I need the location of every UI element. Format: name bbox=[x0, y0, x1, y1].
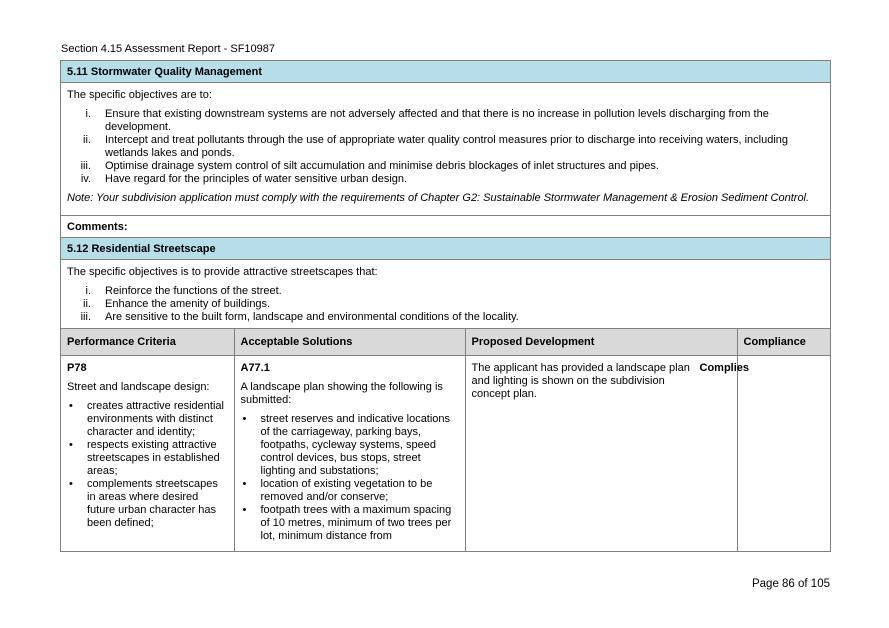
criteria-table bbox=[61, 329, 830, 552]
table-row bbox=[61, 356, 830, 552]
page-number: Page 86 of 105 bbox=[751, 578, 830, 590]
column-header: Performance Criteria bbox=[61, 329, 234, 356]
page-header: Section 4.15 Assessment Report - SF10987 bbox=[61, 43, 276, 55]
list-item: • complements streetscapes in areas where desired future urban character has been defined; bbox=[67, 478, 228, 530]
comments-label: Comments: bbox=[61, 216, 830, 238]
acceptable-solutions-cell bbox=[234, 356, 465, 552]
list-item: • footpath trees with a maximum spacing of 10 metres, minimum of two trees per lot, minimum distance from bbox=[241, 504, 459, 543]
list-item: • street reserves and indicative locations of the carriageway, parking bays, footpaths, cycleway systems, speed control devices, bus stops, street lighting and substations; bbox=[241, 413, 459, 478]
assessment-frame bbox=[60, 60, 831, 552]
objectives-intro: The specific objectives are to: bbox=[67, 89, 212, 101]
list-item: ii. Intercept and treat pollutants through the use of appropriate water quality control measures prior to discharge into receiving waters, including wetlands lakes and ponds. bbox=[83, 134, 788, 159]
list-item: iii. Optimise drainage system control of silt accumulation and minimise debris blockages of inlet structures and pipes. bbox=[80, 160, 659, 172]
solution-code: A77.1 bbox=[240, 362, 270, 374]
list-item: i. Reinforce the functions of the street. bbox=[85, 285, 282, 297]
criteria-intro: Street and landscape design: bbox=[67, 381, 210, 393]
list-item: • location of existing vegetation to be removed and/or conserve; bbox=[241, 478, 459, 504]
list-item: • creates attractive residential environments with distinct character and identity; bbox=[67, 400, 228, 439]
solution-intro: A landscape plan showing the following is submitted: bbox=[240, 381, 443, 406]
list-item: iii. Are sensitive to the built form, landscape and environmental conditions of the locality. bbox=[80, 311, 519, 323]
compliance-status: Complies bbox=[699, 362, 750, 374]
section-title-streetscape: 5.12 Residential Streetscape bbox=[61, 238, 830, 260]
criteria-code: P78 bbox=[67, 362, 87, 374]
list-item: iv. Have regard for the principles of water sensitive urban design. bbox=[80, 173, 408, 185]
proposed-development-cell bbox=[465, 356, 737, 552]
list-item: i. Ensure that existing downstream systems are not adversely affected and that there is no increase in pollution levels discharging from the development. bbox=[85, 108, 769, 133]
table-header-row bbox=[61, 329, 830, 356]
performance-criteria-cell bbox=[61, 356, 234, 552]
list-item: • respects existing attractive streetscapes in established areas; bbox=[67, 439, 228, 478]
list-item: ii. Enhance the amenity of buildings. bbox=[83, 298, 271, 310]
objectives-list bbox=[67, 285, 824, 324]
column-header: Proposed Development bbox=[465, 329, 737, 356]
objectives-intro: The specific objectives is to provide attractive streetscapes that: bbox=[67, 266, 378, 278]
solution-bullets bbox=[241, 413, 459, 543]
section-body-streetscape bbox=[61, 260, 830, 329]
criteria-bullets bbox=[67, 400, 228, 530]
compliance-note: Note: Your subdivision application must comply with the requirements of Chapter G2: Sustainable Stormwater Management & Erosion Sediment Control. bbox=[67, 192, 810, 204]
section-body-stormwater bbox=[61, 83, 830, 216]
section-title-stormwater: 5.11 Stormwater Quality Management bbox=[61, 61, 830, 83]
column-header: Acceptable Solutions bbox=[234, 329, 465, 356]
proposed-text: The applicant has provided a landscape plan and lighting is shown on the subdivision concept plan. bbox=[471, 362, 690, 400]
column-header: Compliance bbox=[737, 329, 830, 356]
compliance-cell bbox=[699, 356, 830, 552]
objectives-list bbox=[67, 108, 824, 186]
